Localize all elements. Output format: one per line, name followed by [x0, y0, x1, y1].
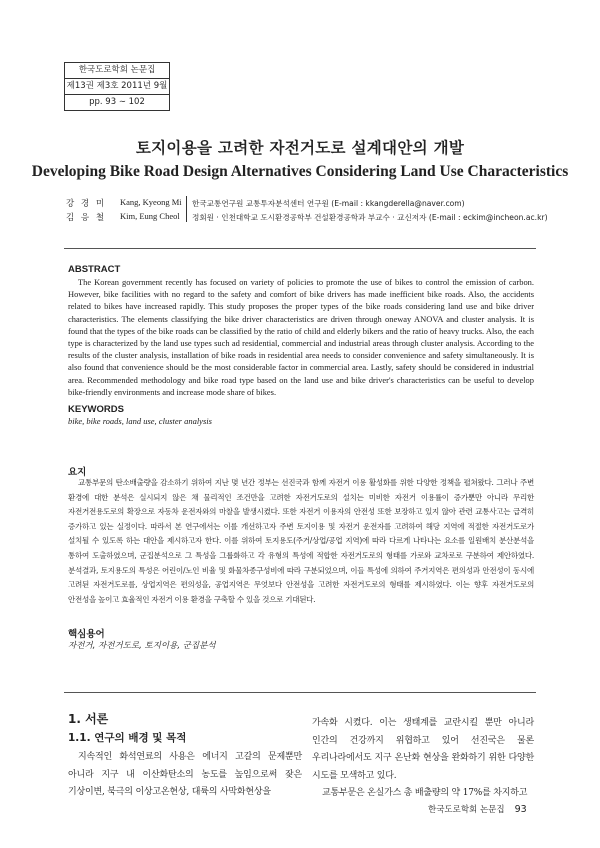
- journal-volume: 제13권 제3호 2011년 9월: [65, 79, 169, 95]
- subsection-heading: 1.1. 연구의 배경 및 목적: [68, 732, 187, 744]
- page-number: 93: [514, 804, 527, 815]
- author-divider: [186, 196, 187, 222]
- section-heading: 1. 서론: [68, 712, 109, 726]
- journal-name: 한국도로학회 논문집: [65, 63, 169, 79]
- author-name-en: Kang, Kyeong Mi: [120, 197, 182, 207]
- abstract-text: The Korean government recently has focused on variety of policies to promote the use of bikes to control the emission of carbon. However, bike facilities with no regard to the safety and comfort of bike drivers has made inefficient bike roads. Also, the accidents related to bikes have increased rapidly. This study proposes the proper types of the bike roads considering land use and bike driver characteristics. The elements classifying the bike driver characteristics are driven through oneway ANOVA and cluster analysis. It is found that the types of the bike roads can be classified by the ratio of child and elderly bikers and the ratio of heavy trucks. Also, the each type is characterized by the land use types such ad residential, commercial and industrial areas through cluster analysis. According to the results of the cluster analysis, installation of bike roads in residential area needs to consider convenience and safety simultaneously. It is also found that convenience should be the most considerable factor in commercial area. Lastly, safety should be considered in industrial area. Recommended methodology and bike road type based on the land use and bike driver's characteristics can be useful to develop bike-friendly environments and increase mode share of bikes.: [68, 277, 534, 397]
- body-paragraph: 교통부문은 온실가스 총 배출량의 약 17%를 차지하고: [322, 788, 528, 798]
- section-rule: [64, 692, 536, 693]
- author-name-ko: 김 응 철: [66, 213, 107, 223]
- journal-pages: pp. 93 ∼ 102: [89, 97, 145, 107]
- keywords-heading: KEYWORDS: [68, 404, 124, 415]
- summary-text: 교통부문의 탄소배출량을 감소하기 위하여 지난 몇 년간 정부는 선진국과 함께 자전거 이용 활성화를 위한 다양한 정책을 펼쳐왔다. 그러나 주변 환경에 대한 분석은 실시되지 않은 채 물리적인 조건만을 고려한 자전거도로의 설치는 미비한 자전거 이용률이 증가뿐만 아니라 무리한 자전거전용도로의 확장으로 자동차 운전자와의 마찰을 발생시켰다. 또한 자전거 이용자의 안전성 또한 보장하고 있지 않아 관련 교통사고는 급격히 증가하고 있는 실정이다. 따라서 본 연구에서는 이를 개선하고자 주변 토지이용 및 자전거 운전자를 고려하여 해당 지역에 적절한 자전거도로가 설치될 수 있도록 하는 대안을 제시하고자 한다. 이를 위하여 토지용도(주거/상업/공업 지역)에 따라 다르게 나타나는 요소를 일원배치 분산분석을 통하여 도출하였으며, 군집분석으로 그 특성을 그룹화하고 각 유형의 특성에 적합한 자전거도로의 형태를 가로와 교차로로 구분하여 제안하였다. 분석결과, 토지용도의 특성은 어린이/노인 비율 및 화물차종구성비에 따라 구분되었으며, 이들 특성에 의하여 주거지역은 편의성과 안전성이 동시에 고려된 자전거도로를, 상업지역은 편의성을, 공업지역은 무엇보다 안전성을 고려한 자전거도로의 형태를 제시하였다. 이는 향후 자전거도로의 안전성을 높이고 효율적인 자전거 이용 환경을 구축할 수 있을 것으로 기대된다.: [68, 478, 534, 604]
- body-paragraph: 가속화 시켰다. 이는 생태계를 교란시킬 뿐만 아니라 인간의 건강까지 위협하고 있어 선진국은 물론 우리나라에서도 지구 온난화 현상을 완화하기 위한 다양한 시도를 모색하고 있다.: [312, 718, 534, 781]
- title-korean: 토지이용을 고려한 자전거도로 설계대안의 개발: [135, 139, 465, 157]
- author-affiliation: 한국교통연구원 교통투자분석센터 연구원 (E-mail : kkangderella@naver.com): [192, 199, 465, 208]
- keywords-ko-text: 자전거, 자전거도로, 토지이용, 군집분석: [68, 641, 216, 651]
- keywords-ko-heading: 핵심용어: [68, 629, 105, 640]
- author-affiliation: 정회원 · 인천대학교 도시환경공학부 건설환경공학과 부교수 · 교신저자 (E-mail : eckim@incheon.ac.kr): [192, 213, 548, 222]
- summary-heading: 요지: [68, 467, 87, 478]
- abstract-heading: ABSTRACT: [68, 264, 121, 275]
- body-right-column: [312, 715, 534, 803]
- author-name-en: Kim, Eung Cheol: [120, 211, 180, 221]
- title-english: Developing Bike Road Design Alternatives Considering Land Use Characteristics: [31, 163, 569, 180]
- footer-journal: 한국도로학회 논문집: [428, 805, 505, 815]
- top-rule: [64, 248, 536, 249]
- page-footer: [428, 803, 527, 815]
- body-left-column: 지속적인 화석연료의 사용은 에너지 고갈의 문제뿐만 아니라 지구 내 이산화탄소의 농도를 높임으로써 잦은 기상이변, 북극의 이상고온현상, 대륙의 사막화현상을: [68, 752, 302, 797]
- keywords-text: bike, bike roads, land use, cluster analysis: [68, 416, 212, 426]
- author-name-ko: 강 경 미: [66, 199, 107, 209]
- journal-info-box: [64, 62, 170, 111]
